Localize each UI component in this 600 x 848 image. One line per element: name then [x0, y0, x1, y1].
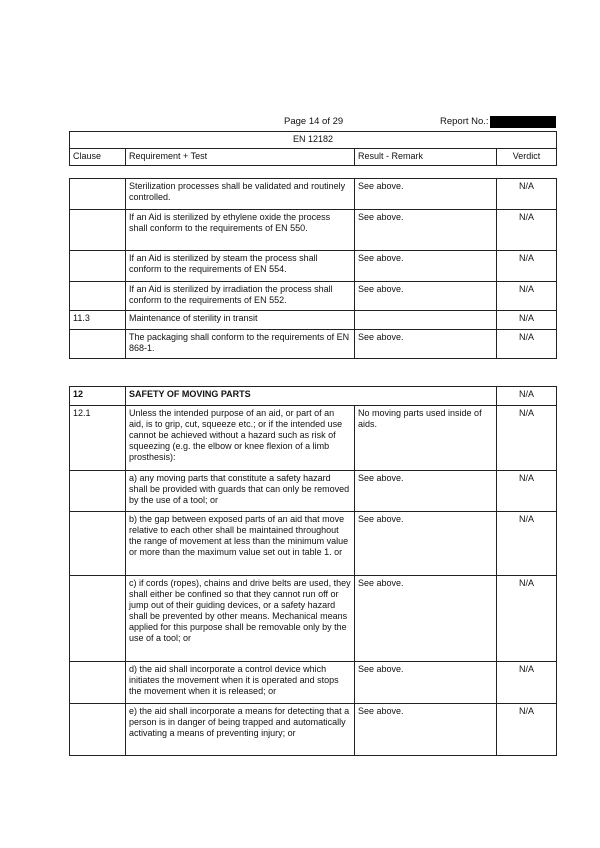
table-row [70, 210, 557, 251]
table-row [70, 512, 557, 576]
result-cell: See above. [355, 330, 497, 359]
clause-cell: 12.1 [70, 406, 126, 471]
section-verdict: N/A [497, 387, 557, 406]
requirement-cell: b) the gap between exposed parts of an aid that move relative to each other shall be maintained throughout the range of movement at less than the minimum value or more than the maximum value set out in table 1. or [126, 512, 355, 576]
clause-cell [70, 330, 126, 359]
page-number: Page 14 of 29 [284, 116, 344, 127]
requirement-cell: If an Aid is sterilized by steam the process shall conform to the requirements of EN 554. [126, 251, 355, 282]
requirement-cell: Unless the intended purpose of an aid, or part of an aid, is to grip, cut, squeeze etc.; or if the intended use cannot be achieved without a hazard such as risk of squeezing (e.g. the elbow or knee flexion of a limb prosthesis): [126, 406, 355, 471]
requirement-cell: Sterilization processes shall be validated and routinely controlled. [126, 179, 355, 210]
verdict-cell: N/A [497, 704, 557, 756]
moving-parts-table [69, 386, 557, 756]
verdict-cell: N/A [497, 576, 557, 662]
table-row [70, 406, 557, 471]
clause-cell [70, 576, 126, 662]
verdict-cell: N/A [497, 251, 557, 282]
result-cell: See above. [355, 662, 497, 704]
requirement-cell: Maintenance of sterility in transit [126, 311, 355, 330]
verdict-cell: N/A [497, 179, 557, 210]
verdict-cell: N/A [497, 512, 557, 576]
table-row [70, 662, 557, 704]
table-row [70, 330, 557, 359]
verdict-cell: N/A [497, 406, 557, 471]
requirement-cell: The packaging shall conform to the requirements of EN 868-1. [126, 330, 355, 359]
result-cell: See above. [355, 576, 497, 662]
column-header-requirement: Requirement + Test [126, 149, 355, 166]
requirement-cell: If an Aid is sterilized by irradiation the process shall conform to the requirements of EN 552. [126, 282, 355, 311]
result-cell: See above. [355, 179, 497, 210]
sterility-table [69, 178, 557, 359]
page-header [0, 116, 600, 130]
verdict-cell: N/A [497, 282, 557, 311]
result-cell [355, 311, 497, 330]
clause-cell: 11.3 [70, 311, 126, 330]
result-cell: See above. [355, 251, 497, 282]
table-row [70, 311, 557, 330]
column-header-clause: Clause [70, 149, 126, 166]
clause-cell [70, 282, 126, 311]
verdict-cell: N/A [497, 662, 557, 704]
table-row [70, 704, 557, 756]
clause-cell [70, 512, 126, 576]
verdict-cell: N/A [497, 471, 557, 512]
column-header-verdict: Verdict [497, 149, 557, 166]
clause-cell [70, 704, 126, 756]
result-cell: See above. [355, 471, 497, 512]
result-cell: See above. [355, 210, 497, 251]
standard-header-table [69, 131, 557, 166]
clause-cell [70, 210, 126, 251]
result-cell: See above. [355, 282, 497, 311]
table-row [70, 471, 557, 512]
verdict-cell: N/A [497, 311, 557, 330]
section-clause: 12 [70, 387, 126, 406]
clause-cell [70, 179, 126, 210]
result-cell: See above. [355, 704, 497, 756]
redacted-report-number [490, 116, 556, 128]
section-title: SAFETY OF MOVING PARTS [126, 387, 497, 406]
result-cell: No moving parts used inside of aids. [355, 406, 497, 471]
clause-cell [70, 471, 126, 512]
requirement-cell: If an Aid is sterilized by ethylene oxide the process shall conform to the requirements of EN 550. [126, 210, 355, 251]
clause-cell [70, 251, 126, 282]
standard-title: EN 12182 [70, 132, 557, 149]
verdict-cell: N/A [497, 330, 557, 359]
table-row [70, 179, 557, 210]
requirement-cell: d) the aid shall incorporate a control device which initiates the movement when it is operated and stops the movement when it is released; or [126, 662, 355, 704]
verdict-cell: N/A [497, 210, 557, 251]
result-cell: See above. [355, 512, 497, 576]
requirement-cell: a) any moving parts that constitute a safety hazard shall be provided with guards that can only be removed by the use of a tool; or [126, 471, 355, 512]
report-number-label: Report No.: [440, 116, 489, 127]
requirement-cell: e) the aid shall incorporate a means for detecting that a person is in danger of being trapped and automatically activating a means of preventing injury; or [126, 704, 355, 756]
section-header-row [70, 387, 557, 406]
table-row [70, 251, 557, 282]
requirement-cell: c) if cords (ropes), chains and drive belts are used, they shall either be confined so that they cannot run off or jump out of their guiding devices, or a safety hazard shall be prevented by other means. Mechanical means applied for this purpose shall be removable only by the use of a tool; or [126, 576, 355, 662]
column-header-result: Result - Remark [355, 149, 497, 166]
table-row [70, 576, 557, 662]
table-row [70, 282, 557, 311]
clause-cell [70, 662, 126, 704]
